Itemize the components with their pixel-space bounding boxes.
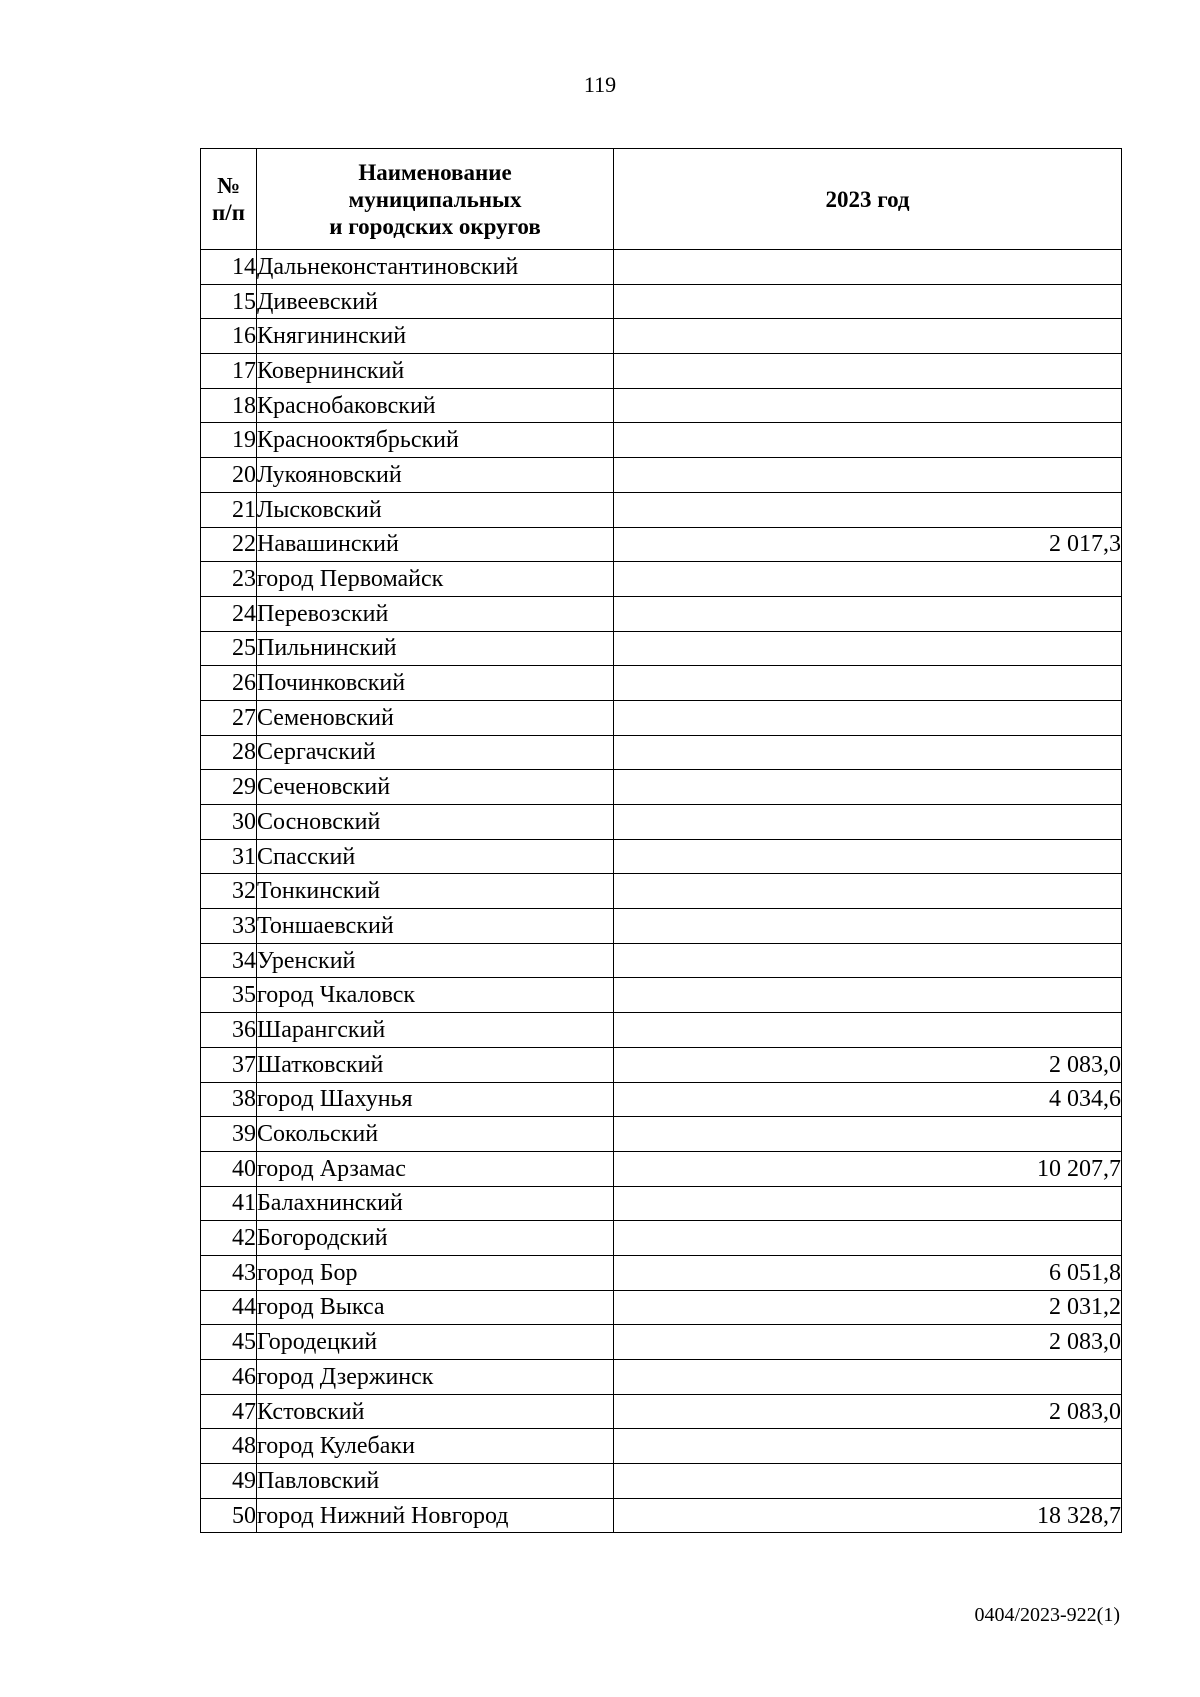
table-row bbox=[201, 1429, 1122, 1464]
row-value bbox=[614, 735, 1122, 770]
row-number: 28 bbox=[201, 735, 257, 770]
row-name: Лысковский bbox=[257, 492, 614, 527]
allocation-table bbox=[200, 148, 1122, 1533]
row-name: Сергачский bbox=[257, 735, 614, 770]
row-value bbox=[614, 423, 1122, 458]
table-row bbox=[201, 909, 1122, 944]
row-name: город Дзержинск bbox=[257, 1360, 614, 1395]
header-name bbox=[257, 149, 614, 250]
row-value bbox=[614, 250, 1122, 285]
row-name: город Шахунья bbox=[257, 1082, 614, 1117]
header-name-label: Наименование муниципальных и городских округов bbox=[329, 159, 541, 239]
row-number: 17 bbox=[201, 354, 257, 389]
row-name: город Первомайск bbox=[257, 562, 614, 597]
row-name: Богородский bbox=[257, 1221, 614, 1256]
page-number: 119 bbox=[583, 72, 617, 97]
row-number: 26 bbox=[201, 666, 257, 701]
table-row bbox=[201, 735, 1122, 770]
row-number: 23 bbox=[201, 562, 257, 597]
row-value bbox=[614, 596, 1122, 631]
row-value bbox=[614, 978, 1122, 1013]
row-name: Спасский bbox=[257, 839, 614, 874]
table-row bbox=[201, 1464, 1122, 1499]
row-number: 50 bbox=[201, 1498, 257, 1533]
row-name: Перевозский bbox=[257, 596, 614, 631]
row-number: 22 bbox=[201, 527, 257, 562]
row-name: Починковский bbox=[257, 666, 614, 701]
table-body bbox=[201, 250, 1122, 1533]
row-name: город Чкаловск bbox=[257, 978, 614, 1013]
row-value: 4 034,6 bbox=[614, 1082, 1122, 1117]
table-row bbox=[201, 319, 1122, 354]
row-name: Ковернинский bbox=[257, 354, 614, 389]
table-row bbox=[201, 805, 1122, 840]
row-number: 24 bbox=[201, 596, 257, 631]
row-number: 46 bbox=[201, 1360, 257, 1395]
row-value bbox=[614, 458, 1122, 493]
row-name: Кстовский bbox=[257, 1394, 614, 1429]
row-name: Шатковский bbox=[257, 1047, 614, 1082]
row-value bbox=[614, 1013, 1122, 1048]
row-number: 34 bbox=[201, 943, 257, 978]
table-row bbox=[201, 1498, 1122, 1533]
row-number: 39 bbox=[201, 1117, 257, 1152]
row-value: 10 207,7 bbox=[614, 1151, 1122, 1186]
row-number: 15 bbox=[201, 284, 257, 319]
row-value: 18 328,7 bbox=[614, 1498, 1122, 1533]
row-name: Тонкинский bbox=[257, 874, 614, 909]
table-row bbox=[201, 458, 1122, 493]
row-name: Городецкий bbox=[257, 1325, 614, 1360]
row-number: 30 bbox=[201, 805, 257, 840]
table-row bbox=[201, 770, 1122, 805]
table-row bbox=[201, 700, 1122, 735]
table-row bbox=[201, 839, 1122, 874]
row-value: 2 083,0 bbox=[614, 1047, 1122, 1082]
row-number: 19 bbox=[201, 423, 257, 458]
row-name: Навашинский bbox=[257, 527, 614, 562]
row-name: Уренский bbox=[257, 943, 614, 978]
table-row bbox=[201, 492, 1122, 527]
table-row bbox=[201, 284, 1122, 319]
row-number: 42 bbox=[201, 1221, 257, 1256]
row-number: 21 bbox=[201, 492, 257, 527]
table-row bbox=[201, 388, 1122, 423]
table-row bbox=[201, 1151, 1122, 1186]
row-value: 6 051,8 bbox=[614, 1255, 1122, 1290]
table-row bbox=[201, 562, 1122, 597]
row-value bbox=[614, 909, 1122, 944]
row-value bbox=[614, 1464, 1122, 1499]
row-value bbox=[614, 1186, 1122, 1221]
row-value bbox=[614, 492, 1122, 527]
table-row bbox=[201, 354, 1122, 389]
table-row bbox=[201, 1360, 1122, 1395]
row-value bbox=[614, 1429, 1122, 1464]
row-name: Краснобаковский bbox=[257, 388, 614, 423]
row-value bbox=[614, 388, 1122, 423]
row-number: 20 bbox=[201, 458, 257, 493]
table-row bbox=[201, 527, 1122, 562]
row-value bbox=[614, 1117, 1122, 1152]
row-number: 32 bbox=[201, 874, 257, 909]
header-number-label: № п/п bbox=[212, 173, 245, 225]
row-value bbox=[614, 1360, 1122, 1395]
table-row bbox=[201, 1255, 1122, 1290]
row-name: город Бор bbox=[257, 1255, 614, 1290]
table-row bbox=[201, 1117, 1122, 1152]
table-row bbox=[201, 1325, 1122, 1360]
row-number: 35 bbox=[201, 978, 257, 1013]
table-row bbox=[201, 1186, 1122, 1221]
row-value bbox=[614, 770, 1122, 805]
row-name: Павловский bbox=[257, 1464, 614, 1499]
row-value: 2 083,0 bbox=[614, 1325, 1122, 1360]
row-value bbox=[614, 319, 1122, 354]
row-name: Княгининский bbox=[257, 319, 614, 354]
row-name: Семеновский bbox=[257, 700, 614, 735]
row-name: Дальнеконстантиновский bbox=[257, 250, 614, 285]
row-value bbox=[614, 284, 1122, 319]
row-number: 49 bbox=[201, 1464, 257, 1499]
row-number: 47 bbox=[201, 1394, 257, 1429]
row-value bbox=[614, 943, 1122, 978]
row-value bbox=[614, 562, 1122, 597]
row-value bbox=[614, 700, 1122, 735]
row-number: 29 bbox=[201, 770, 257, 805]
table-row bbox=[201, 874, 1122, 909]
row-number: 27 bbox=[201, 700, 257, 735]
row-number: 40 bbox=[201, 1151, 257, 1186]
row-number: 25 bbox=[201, 631, 257, 666]
row-number: 37 bbox=[201, 1047, 257, 1082]
row-value: 2 017,3 bbox=[614, 527, 1122, 562]
row-value bbox=[614, 805, 1122, 840]
row-name: город Нижний Новгород bbox=[257, 1498, 614, 1533]
row-number: 31 bbox=[201, 839, 257, 874]
header-year-label: 2023 год bbox=[825, 186, 910, 212]
row-value bbox=[614, 874, 1122, 909]
row-value: 2 031,2 bbox=[614, 1290, 1122, 1325]
row-name: Шарангский bbox=[257, 1013, 614, 1048]
table-row bbox=[201, 423, 1122, 458]
header-year bbox=[614, 149, 1122, 250]
row-number: 16 bbox=[201, 319, 257, 354]
header-number bbox=[201, 149, 257, 250]
row-value bbox=[614, 1221, 1122, 1256]
row-name: город Выкса bbox=[257, 1290, 614, 1325]
table-row bbox=[201, 1047, 1122, 1082]
row-name: город Арзамас bbox=[257, 1151, 614, 1186]
table-row bbox=[201, 1290, 1122, 1325]
row-name: Балахнинский bbox=[257, 1186, 614, 1221]
row-number: 41 bbox=[201, 1186, 257, 1221]
row-name: Сеченовский bbox=[257, 770, 614, 805]
row-name: город Кулебаки bbox=[257, 1429, 614, 1464]
row-number: 48 bbox=[201, 1429, 257, 1464]
row-value bbox=[614, 839, 1122, 874]
row-number: 44 bbox=[201, 1290, 257, 1325]
row-number: 33 bbox=[201, 909, 257, 944]
table-row bbox=[201, 666, 1122, 701]
table-row bbox=[201, 978, 1122, 1013]
row-name: Сокольский bbox=[257, 1117, 614, 1152]
row-value bbox=[614, 666, 1122, 701]
row-value bbox=[614, 631, 1122, 666]
row-name: Дивеевский bbox=[257, 284, 614, 319]
table-row bbox=[201, 1394, 1122, 1429]
row-number: 43 bbox=[201, 1255, 257, 1290]
row-name: Пильнинский bbox=[257, 631, 614, 666]
table-header-row bbox=[201, 149, 1122, 250]
document-code: 0404/2023-922(1) bbox=[974, 1604, 1120, 1626]
table-row bbox=[201, 631, 1122, 666]
table-row bbox=[201, 943, 1122, 978]
row-name: Тоншаевский bbox=[257, 909, 614, 944]
row-value: 2 083,0 bbox=[614, 1394, 1122, 1429]
table-row bbox=[201, 250, 1122, 285]
row-name: Лукояновский bbox=[257, 458, 614, 493]
row-number: 45 bbox=[201, 1325, 257, 1360]
row-number: 36 bbox=[201, 1013, 257, 1048]
row-value bbox=[614, 354, 1122, 389]
row-number: 38 bbox=[201, 1082, 257, 1117]
row-name: Сосновский bbox=[257, 805, 614, 840]
table-row bbox=[201, 1013, 1122, 1048]
row-number: 18 bbox=[201, 388, 257, 423]
row-number: 14 bbox=[201, 250, 257, 285]
table-row bbox=[201, 1221, 1122, 1256]
table-row bbox=[201, 1082, 1122, 1117]
row-name: Краснооктябрьский bbox=[257, 423, 614, 458]
table-row bbox=[201, 596, 1122, 631]
